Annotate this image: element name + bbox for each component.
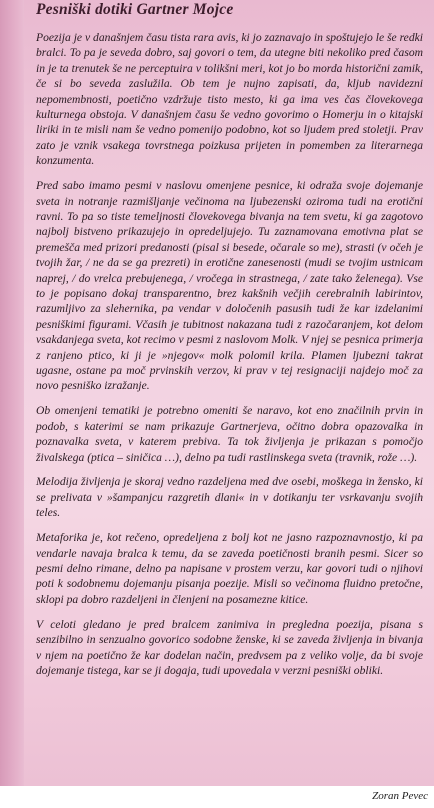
- paragraph-2: Pred sabo imamo pesmi v naslovu omenjene pesnice, ki odraža svoje dojemanje sveta in notranje razmišljanje večinoma na ljubezenski oziroma tudi na erotični ravni. To pa so tiste temeljnosti človekovega bivanja na tem svetu, ki ga zagotovo najbolj bistveno prikazujejo in opredeljujejo. Tu zaznamovana emotivna plat se premešča med prizori predanosti (pisal si besede, očarale so me), strasti (v očeh je tvojih žar, / ne da se ga prezreti) in erotične zanesenosti (mudi se tvojim ustnicam naprej, / do vrelca prebujenega, / vročega in strastnega, / zate tako želenega). Vse to je popisano dokaj transparentno, brez kakšnih večjih cerebralnih labirintov, razumljivo za slehernika, pa vendar v določenih pasusih tudi že kar izdelanimi pesniškimi figurami. Včasih je tubitnost nakazana tudi z razočaranjem, kot delom vsakdanjega sveta, kot recimo v pesmi z naslovom Molk. V njej se pesnica primerja z ranjeno ptico, ki ji je »njegov« molk polomil krila. Plamen ljubezni takrat ugasne, ostane pa moč prvinskih verzov, ki prav v tej resignaciji najdejo moč za novo pesniško izražanje.: [36, 179, 423, 393]
- article-title: Pesniški dotiki Gartner Mojce: [36, 1, 234, 18]
- paragraph-6: V celoti gledano je pred bralcem zanimiva in pregledna poezija, pisana s senzibilno in senzualno govorico sodobne ženske, ki se zaveda življenja in bivanja v njem na poetično že kar dodelan način, predvsem pa z veliko volje, da bi svoje dojemanje tistega, kar se ji dogaja, tudi upovedala v verzni pesniški obliki.: [36, 617, 423, 677]
- paragraph-4: Melodija življenja je skoraj vedno razdeljena med dve osebi, moškega in žensko, ki se prelivata v »šampanjcu razgretih dlani« in v dotikanju ter vsrkavanju svojih teles.: [36, 475, 423, 520]
- paragraph-5: Metaforika je, kot rečeno, opredeljena z bolj kot ne jasno razpoznavnostjo, ki pa vendarle navaja bralca k temu, da se zaveda poetičnosti branih pesmi. Sicer so pesmi delno rimane, delno pa napisane v prostem verzu, kar govori tudi o njihovi poti k sodobnemu dojemanju pisanja poezije. Misli so večinoma fluidno pretočne, sklopi pa dobro razdeljeni in členjeni na posamezne kitice.: [36, 531, 423, 606]
- page-spine-shadow: [0, 0, 24, 786]
- paragraph-3: Ob omenjeni tematiki je potrebno omeniti še naravo, kot eno značilnih prvin in podob, s katerimi se nam prikazuje Gartnerjeva, očitno dobra opazovalka in poznavalka sveta, v katerem prebiva. Ta tok življenja je prikazan s pomočjo živalskega (ptica – siničica …), delno pa tudi rastlinskega sveta (travnik, rože …).: [36, 404, 423, 464]
- author-signature: Zoran Pevec: [372, 790, 428, 802]
- paragraph-1: Poezija je v današnjem času tista rara avis, ki jo zaznavajo in spoštujejo le še redki bralci. To pa je seveda dobro, saj govori o tem, da utegne biti nekoliko pred časom in je ta trenutek še ne perceptuira v tolikšni meri, kot jo bo morda historični zamik, če si bo seveda zaslužila. Ob tem je nujno zapisati, da, kljub navidezni nepomembnosti, poetično vzdržuje tisto mesto, ki ga ima ves čas človekovega kulturnega obstoja. V današnjem času še vedno govorimo o Homerju in o kitajski liriki in te misli nam še vedno pomenijo podobno, kot so ljudem pred stoletji. Prav zato je vznik vsakega tovrstnega poizkusa prijeten in pomemben za literarnega konzumenta.: [36, 31, 423, 168]
- article-body: [36, 30, 423, 688]
